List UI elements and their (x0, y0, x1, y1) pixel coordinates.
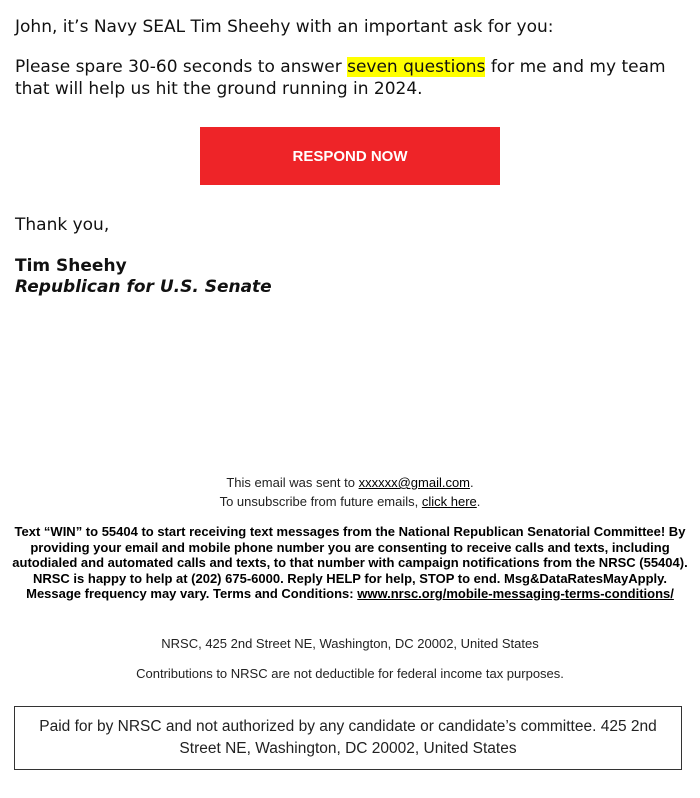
unsubscribe-link[interactable]: click here (421, 494, 477, 509)
terms-link[interactable]: www.nrsc.org/mobile-messaging-terms-conditions/ (357, 586, 674, 601)
unsubscribe-suffix: . (476, 494, 481, 509)
org-address: NRSC, 425 2nd Street NE, Washington, DC 20002, United States (161, 636, 539, 651)
sms-disclaimer (12, 524, 688, 602)
paid-for-disclaimer: Paid for by NRSC and not authorized by any candidate or candidate’s committee. 425 2nd Street NE, Washington, DC 20002, United States (14, 706, 682, 770)
intro-text: John, it’s Navy SEAL Tim Sheehy with an important ask for you: (15, 17, 554, 37)
recipient-email-link[interactable]: xxxxxx@gmail.com (358, 475, 471, 490)
sent-to-line (12, 473, 688, 492)
sms-disclaimer-text: Text “WIN” to 55404 to start receiving text messages from the National Republican Senatorial Committee! By providing your email and mobile phone number you are consenting to receive calls and texts, including autodialed and automated calls and texts, to that number with campaign notifications from the NRSC (55404). NRSC is happy to help at (202) 675-6000. Reply HELP for help, STOP to end. Msg&DataRatesMayApply. Message frequency may vary. Terms and Conditions: (12, 524, 688, 601)
thank-you-text: Thank you, (15, 215, 110, 235)
ask-text (15, 56, 685, 100)
respond-now-button[interactable]: RESPOND NOW (200, 127, 500, 185)
signature-title: Republican for U.S. Senate (15, 277, 272, 297)
sent-to-prefix: This email was sent to (226, 475, 359, 490)
signature-name: Tim Sheehy (15, 256, 127, 276)
highlighted-phrase: seven questions (347, 57, 486, 77)
unsubscribe-prefix: To unsubscribe from future emails, (219, 494, 422, 509)
unsubscribe-line (12, 492, 688, 511)
ask-text-end: for me and my team that will help us hit the ground running in 2024. (15, 57, 666, 99)
sent-to-suffix: . (470, 475, 474, 490)
ask-text-start: Please spare 30-60 seconds to answer (15, 57, 348, 77)
tax-disclaimer: Contributions to NRSC are not deductible for federal income tax purposes. (136, 666, 564, 681)
